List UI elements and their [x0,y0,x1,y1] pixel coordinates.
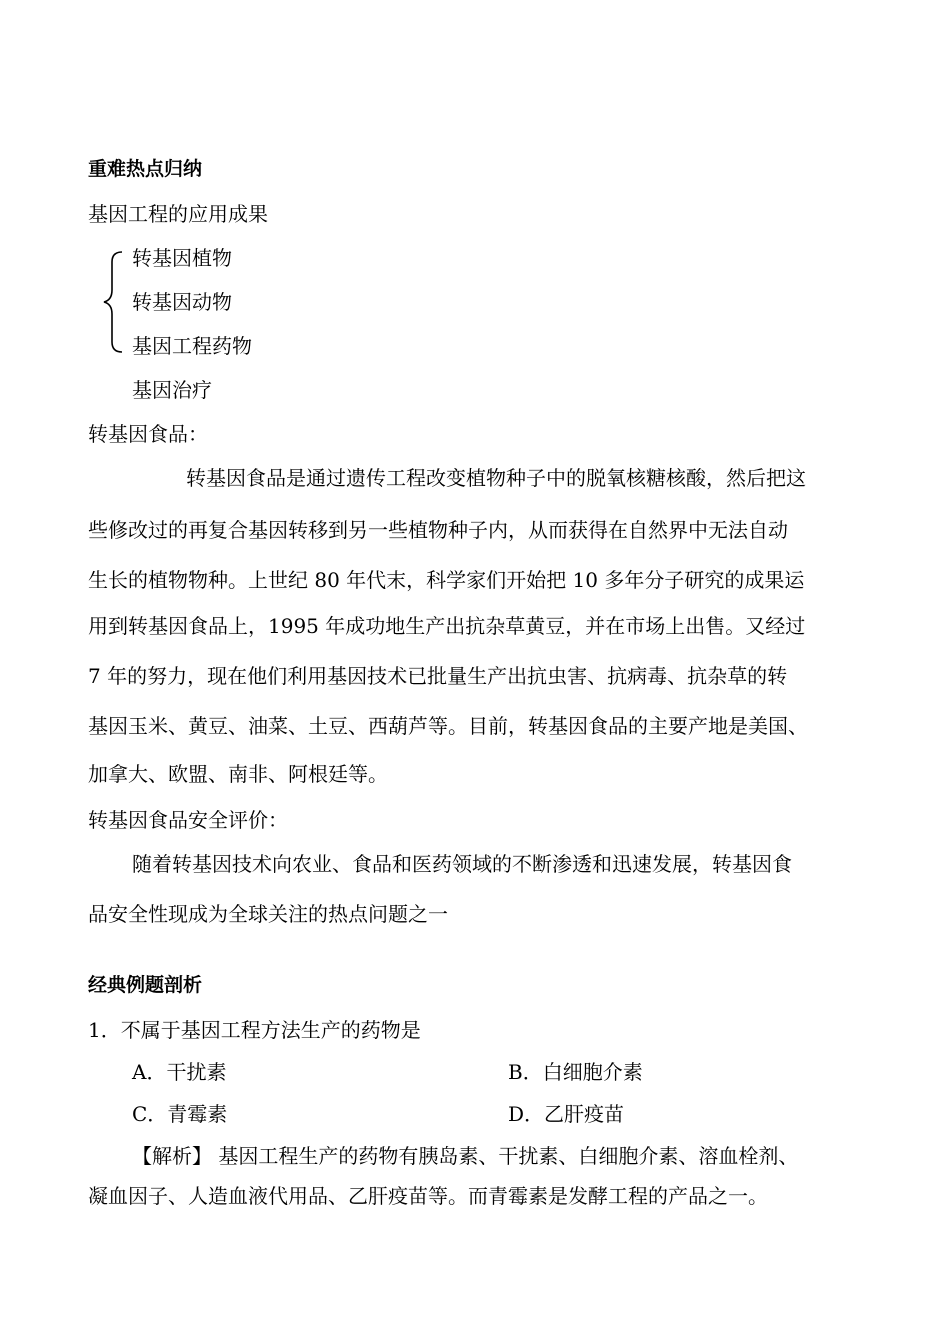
gm-food-paragraph-line: 加拿大、欧盟、南非、阿根廷等。 [88,762,388,786]
brace-item-transgenic-animals: 转基因动物 [132,290,232,314]
item-gene-therapy: 基因治疗 [132,378,212,402]
section-heading-examples: 经典例题剖析 [88,974,203,996]
question-1: 1．不属于基因工程方法生产的药物是 [88,1018,421,1042]
gm-food-paragraph-line: 用到转基因食品上，1995 年成功地生产出抗杂草黄豆，并在市场上出售。又经过 [88,614,806,638]
option-d: D．乙肝疫苗 [508,1102,625,1126]
gm-food-paragraph-line: 转基因食品是通过遗传工程改变植物种子中的脱氧核糖核酸，然后把这 [186,466,806,490]
analysis-line: 【解析】 基因工程生产的药物有胰岛素、干扰素、白细胞介素、溶血栓剂、 [132,1144,799,1168]
gm-food-paragraph-line: 7 年的努力，现在他们利用基因技术已批量生产出抗虫害、抗病毒、抗杂草的转 [88,664,788,688]
option-b: B．白细胞介素 [508,1060,643,1084]
option-c: C．青霉素 [132,1102,228,1126]
analysis-line: 凝血因子、人造血液代用品、乙肝疫苗等。而青霉素是发酵工程的产品之一。 [88,1184,768,1208]
subheading-applications: 基因工程的应用成果 [88,202,268,226]
gm-food-label: 转基因食品： [88,422,208,446]
safety-paragraph-line: 品安全性现成为全球关注的热点问题之一 [88,902,448,926]
curly-brace-icon [100,250,126,354]
section-heading-key-points: 重难热点归纳 [88,158,203,180]
option-a: A．干扰素 [132,1060,227,1084]
safety-paragraph-line: 随着转基因技术向农业、食品和医药领域的不断渗透和迅速发展，转基因食 [132,852,792,876]
brace-item-genetic-drugs: 基因工程药物 [132,334,252,358]
brace-item-transgenic-plants: 转基因植物 [132,246,232,270]
gm-food-paragraph-line: 些修改过的再复合基因转移到另一些植物种子内，从而获得在自然界中无法自动 [88,518,788,542]
gm-food-paragraph-line: 基因玉米、黄豆、油菜、土豆、西葫芦等。目前，转基因食品的主要产地是美国、 [88,714,808,738]
safety-label: 转基因食品安全评价： [88,808,288,832]
gm-food-paragraph-line: 生长的植物物种。上世纪 80 年代末，科学家们开始把 10 多年分子研究的成果运 [88,568,805,592]
